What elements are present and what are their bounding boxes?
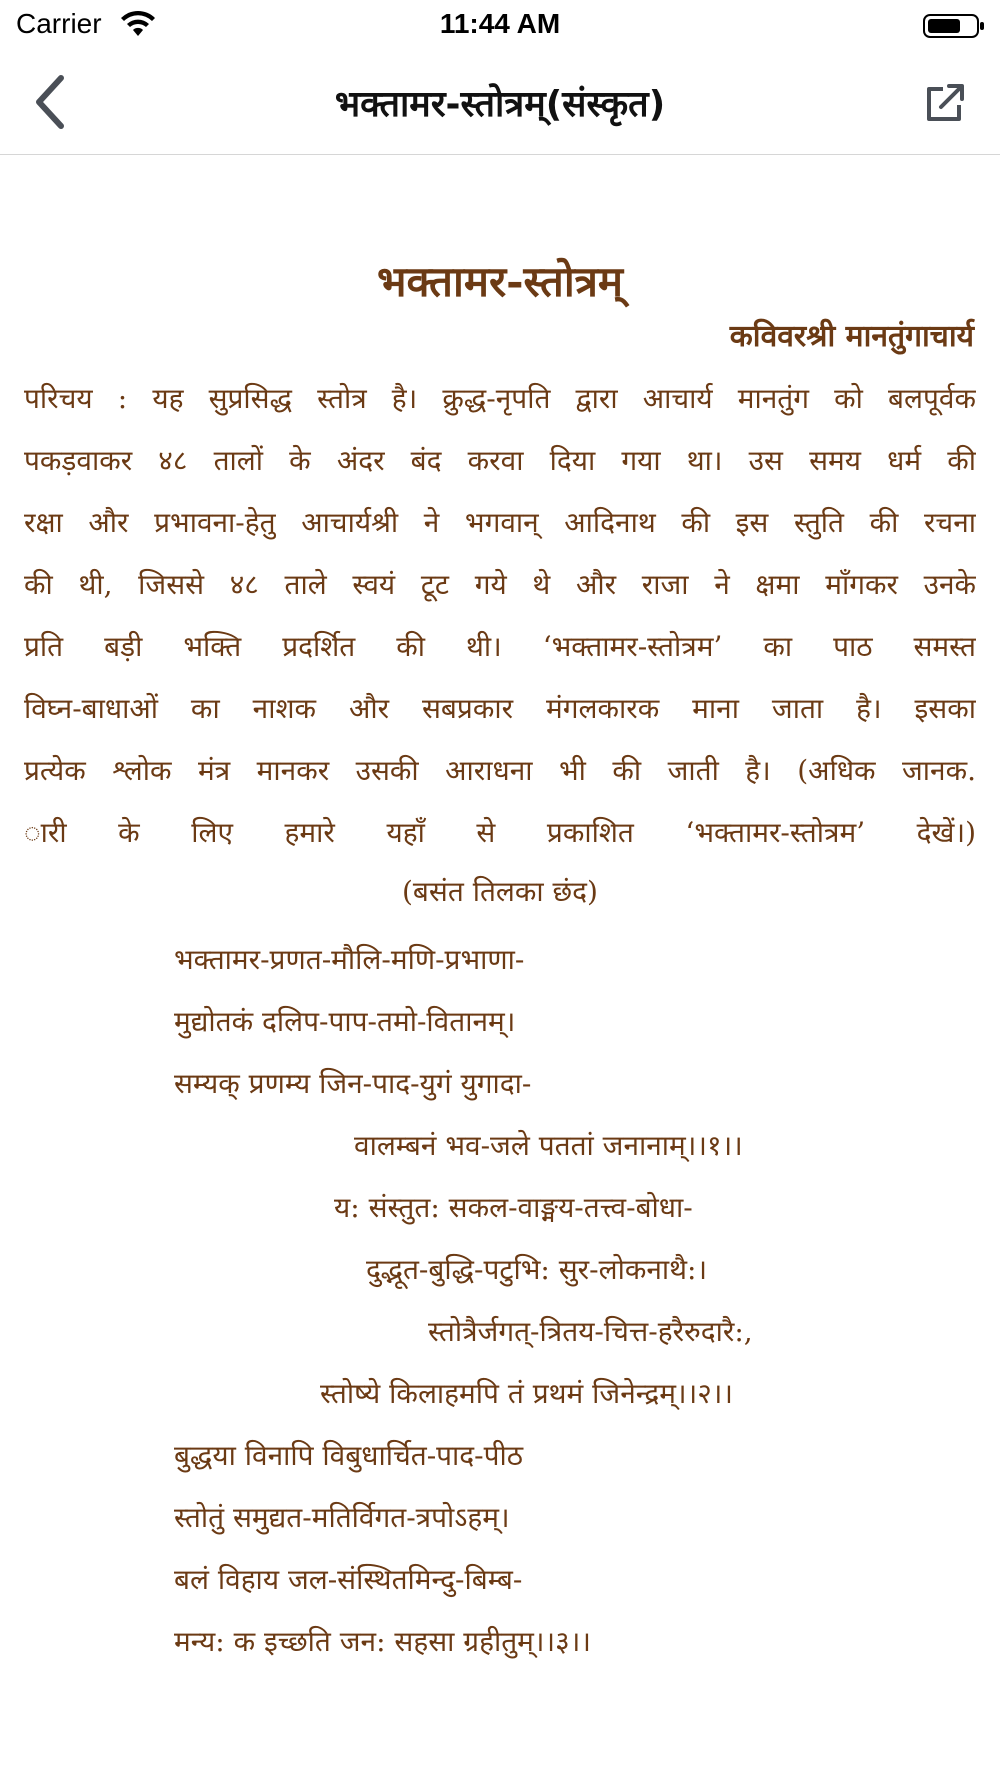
verse-line: बुद्धया विनापि विबुधार्चित-पाद-पीठ: [174, 1439, 524, 1472]
intro-line: परिचय : यह सुप्रसिद्ध स्तोत्र है। क्रुद्ध-नृपति द्वारा आचार्य मानतुंग को बलपूर्वक: [24, 382, 976, 415]
intro-line: रक्षा और प्रभावना-हेतु आचार्यश्री ने भगवान् आदिनाथ की इस स्तुति की रचना: [24, 506, 976, 539]
verse-line: स्तोत्रैर्जगत्-त्रितय-चित्त-हरैरुदारै:,: [428, 1315, 753, 1348]
intro-line: प्रत्येक श्लोक मंत्र मानकर उसकी आराधना भी की जाती है। (अधिक जानक.: [24, 754, 976, 787]
verse-line: मन्य: क इच्छति जन: सहसा ग्रहीतुम्।।३।।: [174, 1625, 591, 1658]
battery-icon: [922, 12, 986, 40]
carrier-label: Carrier: [16, 8, 102, 39]
intro-line: प्रति बड़ी भक्ति प्रदर्शित की थी। ‘भक्तामर-स्तोत्रम’ का पाठ समस्त: [24, 630, 976, 663]
verse-line: मुद्योतकं दलिप-पाप-तमो-वितानम्।: [174, 1005, 516, 1038]
verse-line: स्तोतुं समुद्यत-मतिर्विगत-त्रपोऽहम्।: [174, 1501, 510, 1534]
verse-line: भक्तामर-प्रणत-मौलि-मणि-प्रभाणा-: [174, 943, 525, 976]
meter-label: (बसंत तिलका छंद): [402, 875, 598, 908]
share-icon: [923, 81, 967, 125]
intro-line: पकड़वाकर ४८ तालों के अंदर बंद करवा दिया गया था। उस समय धर्म की: [24, 444, 976, 477]
document-author: कविवरश्री मानतुंगाचार्य: [729, 319, 974, 354]
status-bar: [0, 0, 1000, 50]
navigation-bar: [0, 50, 1000, 155]
verse-line: वालम्बनं भव-जले पततां जनानाम्।।१।।: [354, 1129, 743, 1162]
intro-line: की थी, जिससे ४८ ताले स्वयं टूट गये थे और राजा ने क्षमा माँगकर उनके: [24, 568, 976, 601]
chevron-left-icon: [33, 74, 67, 130]
introduction-paragraph: [24, 368, 976, 864]
share-button[interactable]: [918, 76, 972, 130]
back-button[interactable]: [20, 72, 80, 132]
verse-line: बलं विहाय जल-संस्थितमिन्दु-बिम्ब-: [174, 1563, 523, 1596]
page-title: भक्तामर-स्तोत्रम्(संस्कृत): [334, 84, 666, 125]
verse-line: दुद्भूत-बुद्धि-पटुभि: सुर-लोकनाथै:।: [366, 1253, 708, 1286]
document-title: भक्तामर-स्तोत्रम्: [376, 257, 624, 306]
intro-line: ारी के लिए हमारे यहाँ से प्रकाशित ‘भक्तामर-स्तोत्रम’ देखें।): [24, 816, 976, 849]
verse-line: सम्यक् प्रणम्य जिन-पाद-युगं युगादा-: [174, 1067, 532, 1100]
verse-line: य: संस्तुत: सकल-वाङ्मय-तत्त्व-बोधा-: [334, 1191, 693, 1224]
verse-line: स्तोष्ये किलाहमपि तं प्रथमं जिनेन्द्रम्।।२।।: [320, 1377, 734, 1410]
intro-line: विघ्न-बाधाओं का नाशक और सबप्रकार मंगलकारक माना जाता है। इसका: [24, 692, 976, 725]
status-time: 11:44 AM: [439, 8, 561, 39]
